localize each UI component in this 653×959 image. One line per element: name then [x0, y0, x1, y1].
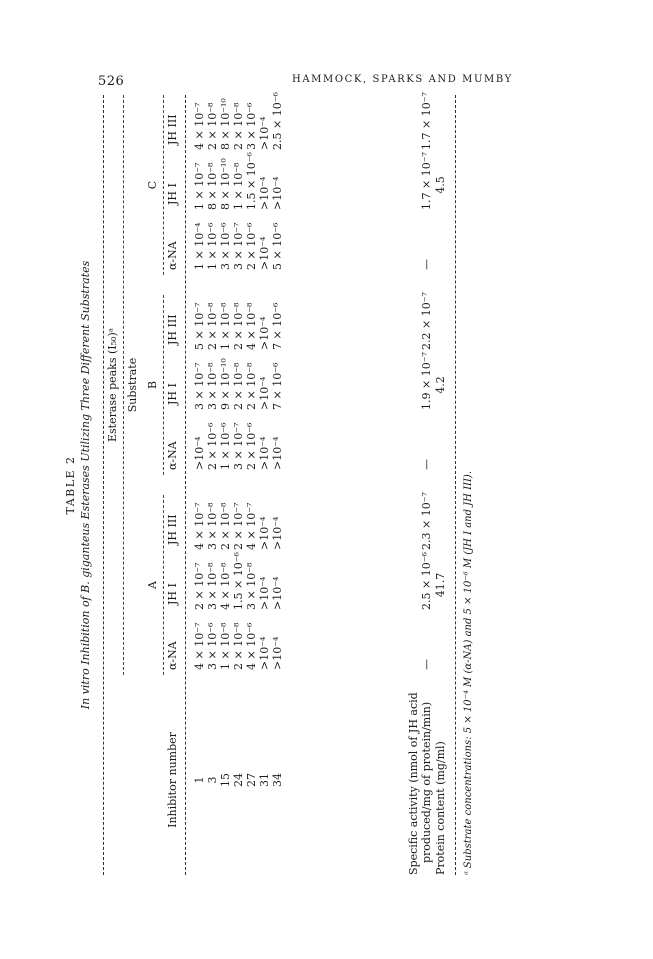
specific-activity-label-2: produced/mg of protein/min)	[420, 701, 433, 863]
rotated-table	[63, 92, 533, 875]
peak-c-header: C	[146, 180, 159, 190]
table-cell: >10⁻⁴	[271, 436, 284, 470]
table-cell: 1 × 10⁻⁸	[219, 622, 232, 670]
sub-b-ana: α-NA	[166, 441, 179, 470]
peak-a-rule	[163, 495, 164, 675]
table-cell: 3 × 10⁻⁸	[206, 362, 219, 410]
table-cell: >10⁻⁴	[258, 376, 271, 410]
table-cell: >10⁻⁴	[258, 436, 271, 470]
table-cell: 1 × 10⁻⁸	[232, 162, 245, 210]
inhibitor-number: 31	[258, 773, 271, 787]
table-cell: >10⁻⁴	[258, 116, 271, 150]
inhibitor-number: 3	[206, 776, 219, 784]
table-cell: >10⁻⁴	[258, 516, 271, 550]
table-cell: 9 × 10⁻¹⁰	[219, 358, 232, 410]
table-cell: >10⁻⁴	[271, 516, 284, 550]
table-cell: 2 × 10⁻⁶	[245, 222, 258, 270]
specific-activity-cell: —	[420, 259, 433, 270]
table-cell: 8 × 10⁻¹⁰	[219, 98, 232, 150]
sub-a-jh3: JH III	[166, 514, 179, 545]
table-cell: 3 × 10⁻⁸	[206, 502, 219, 550]
specific-activity-cell: 2.3 × 10⁻⁷	[420, 492, 433, 550]
esterase-rule	[123, 95, 124, 675]
table-cell: >10⁻⁴	[258, 316, 271, 350]
table-caption: In vitro Inhibition of B. giganteus Esterases Utilizing Three Different Substrates	[79, 260, 92, 710]
table-cell: 5 × 10⁻⁶	[271, 222, 284, 270]
table-cell: >10⁻⁴	[258, 236, 271, 270]
protein-b: 4.2	[434, 376, 447, 394]
top-rule	[103, 95, 104, 875]
table-cell: >10⁻⁴	[258, 576, 271, 610]
table-cell: >10⁻⁴	[271, 576, 284, 610]
table-cell: >10⁻⁴	[258, 636, 271, 670]
table-label: TABLE 2	[64, 455, 77, 515]
peak-b-header: B	[146, 380, 159, 390]
table-cell: 2 × 10⁻⁸	[245, 362, 258, 410]
table-cell: 2 × 10⁻⁸	[219, 502, 232, 550]
protein-c: 4.5	[434, 176, 447, 194]
specific-activity-cell: 2.5 × 10⁻⁶	[420, 552, 433, 610]
table-cell: 4 × 10⁻⁷	[245, 502, 258, 550]
table-cell: 2.5 × 10⁻⁶	[271, 92, 284, 150]
protein-content-label: Protein content (mg/ml)	[434, 741, 447, 875]
table-cell: 4 × 10⁻⁷	[193, 502, 206, 550]
peak-a-header: A	[146, 581, 159, 589]
substrate-heading: Substrate	[126, 357, 139, 413]
table-cell: 2 × 10⁻⁶	[245, 422, 258, 470]
specific-activity-label: Specific activity (nmol of JH acid	[407, 692, 420, 875]
esterase-heading: Esterase peaks (I₅₀)ᵃ	[106, 328, 119, 442]
table-cell: 2 × 10⁻⁷	[193, 562, 206, 610]
table-cell: 4 × 10⁻⁷	[193, 102, 206, 150]
specific-activity-cell: 1.9 × 10⁻⁷	[420, 352, 433, 410]
table-cell: 3 × 10⁻⁶	[245, 102, 258, 150]
header-rule	[185, 95, 186, 875]
sub-b-jh1: JH I	[166, 383, 179, 405]
sub-a-jh1: JH I	[166, 583, 179, 605]
table-cell: 2 × 10⁻⁸	[232, 302, 245, 350]
inhibitor-number: 34	[271, 773, 284, 787]
table-cell: 7 × 10⁻⁶	[271, 302, 284, 350]
table-cell: >10⁻⁴	[271, 176, 284, 210]
table-cell: 2 × 10⁻⁷	[232, 502, 245, 550]
table-cell: >10⁻⁴	[271, 636, 284, 670]
table-cell: 1 × 10⁻⁸	[219, 302, 232, 350]
table-cell: 2 × 10⁻⁸	[232, 622, 245, 670]
peak-b-rule	[163, 295, 164, 475]
inhibitor-number: 15	[219, 773, 232, 787]
table-cell: 3 × 10⁻⁷	[232, 222, 245, 270]
table-cell: 8 × 10⁻⁸	[206, 162, 219, 210]
running-head: HAMMOCK, SPARKS AND MUMBY	[292, 74, 513, 85]
sub-b-jh3: JH III	[166, 314, 179, 345]
specific-activity-cell: 2.2 × 10⁻⁷	[420, 292, 433, 350]
table-cell: 2 × 10⁻⁸	[206, 302, 219, 350]
table-cell: >10⁻⁴	[258, 176, 271, 210]
table-cell: 8 × 10⁻¹⁰	[219, 158, 232, 210]
page-number: 526	[98, 74, 125, 89]
table-cell: 1.5 × 10⁻⁶	[245, 152, 258, 210]
table-cell: 3 × 10⁻⁶	[219, 222, 232, 270]
sub-c-ana: α-NA	[166, 241, 179, 270]
table-footnote: ᵃ Substrate concentrations: 5 × 10⁻⁴ M (α-NA) and 5 × 10⁻⁶ M (JH I and JH III).	[463, 470, 474, 875]
table-cell: 3 × 10⁻⁷	[193, 362, 206, 410]
table-cell: 2 × 10⁻⁸	[232, 102, 245, 150]
inhibitor-number: 24	[232, 773, 245, 787]
table-cell: 2 × 10⁻⁶	[206, 422, 219, 470]
row-label-header: Inhibitor number	[166, 732, 179, 828]
table-cell: 4 × 10⁻⁷	[193, 622, 206, 670]
table-cell: 4 × 10⁻⁸	[219, 562, 232, 610]
table-cell: 3 × 10⁻⁶	[206, 622, 219, 670]
sub-a-ana: α-NA	[166, 641, 179, 670]
bottom-rule	[455, 95, 456, 875]
table-cell: >10⁻⁴	[193, 436, 206, 470]
specific-activity-cell: 1.7 × 10⁻⁷	[420, 92, 433, 150]
peak-c-rule	[163, 95, 164, 275]
table-cell: 4 × 10⁻⁸	[245, 302, 258, 350]
specific-activity-cell: —	[420, 459, 433, 470]
table-cell: 2 × 10⁻⁸	[232, 362, 245, 410]
table-cell: 3 × 10⁻⁸	[245, 562, 258, 610]
table-cell: 2 × 10⁻⁸	[206, 102, 219, 150]
table-cell: 1 × 10⁻⁶	[206, 222, 219, 270]
sub-c-jh1: JH I	[166, 183, 179, 205]
table-cell: 5 × 10⁻⁷	[193, 302, 206, 350]
protein-a: 41.7	[434, 572, 447, 598]
specific-activity-cell: —	[420, 659, 433, 670]
table-cell: 7 × 10⁻⁶	[271, 362, 284, 410]
inhibitor-number: 1	[193, 776, 206, 784]
table-cell: 1 × 10⁻⁶	[219, 422, 232, 470]
specific-activity-cell: 1.7 × 10⁻⁷	[420, 152, 433, 210]
table-cell: 1.5 × 10⁻⁶	[232, 552, 245, 610]
table-cell: 4 × 10⁻⁶	[245, 622, 258, 670]
table-cell: 1 × 10⁻⁴	[193, 222, 206, 270]
table-cell: 3 × 10⁻⁷	[232, 422, 245, 470]
table-cell: 1 × 10⁻⁷	[193, 162, 206, 210]
inhibitor-number: 27	[245, 773, 258, 787]
table-cell: 3 × 10⁻⁸	[206, 562, 219, 610]
sub-c-jh3: JH III	[166, 114, 179, 145]
